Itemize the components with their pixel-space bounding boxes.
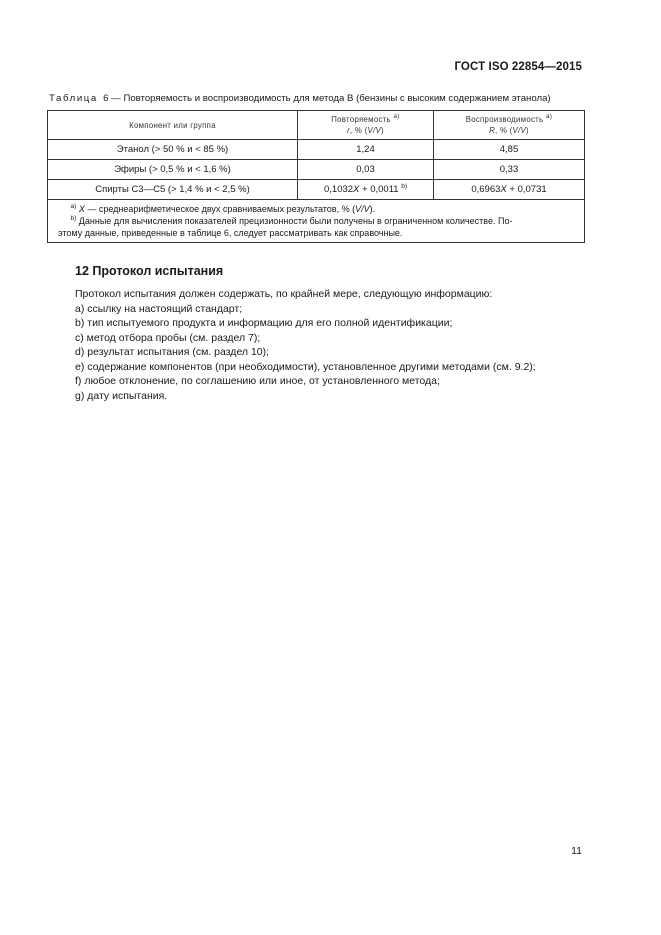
table-row	[48, 140, 585, 160]
cell-repeatability: 1,24	[298, 140, 434, 160]
caption-label: Таблица	[49, 93, 98, 104]
section-title: 12 Протокол испытания	[75, 264, 224, 278]
header-component: Компонент или группа	[48, 111, 298, 140]
cell-component: Этанол (> 50 % и < 85 %)	[48, 140, 298, 160]
cell-reproducibility: 4,85	[434, 140, 585, 160]
list-item: a) ссылку на настоящий стандарт;	[75, 302, 243, 315]
list-item: e) содержание компонентов (при необходимости), установленное другими методами (см. 9.2);	[75, 360, 536, 373]
precision-table	[47, 110, 585, 243]
list-item: g) дату испытания.	[75, 389, 168, 402]
list-item: c) метод отбора пробы (см. раздел 7);	[75, 331, 261, 344]
standard-header: ГОСТ ISO 22854—2015	[454, 61, 582, 73]
list-item: b) тип испытуемого продукта и информацию для его полной идентификации;	[75, 317, 453, 329]
cell-reproducibility: 0,33	[434, 160, 585, 180]
note-b: $^{b)}$ Данные для вычисления показателей прецизионности были получены в ограниченном количестве. По- этому данные, приведенные в таблице 6, следует рассматривать как справочные.	[58, 215, 513, 238]
cell-repeatability: 0,1032X + 0,0011 $^{b)}$	[298, 180, 434, 200]
header-repeatability: Повторяемость $^{a)}$ r, % (V/V)	[298, 111, 434, 140]
list-item: d) результат испытания (см. раздел 10);	[75, 346, 270, 358]
section-intro: Протокол испытания должен содержать, по крайней мере, следующую информацию:	[75, 288, 493, 300]
table-row	[48, 180, 585, 200]
table-row	[48, 160, 585, 180]
list-item: f) любое отклонение, по соглашению или иное, от установленного метода;	[75, 375, 440, 387]
table-caption	[49, 93, 551, 104]
cell-repeatability: 0,03	[298, 160, 434, 180]
table-notes	[48, 200, 585, 243]
page-number: 11	[571, 845, 582, 857]
section-body	[75, 287, 575, 403]
caption-text: — Повторяемость и воспроизводимость для метода B (бензины с высоким содержанием этанола)	[108, 93, 551, 104]
cell-component: Спирты С3—С5 (> 1,4 % и < 2,5 %)	[48, 180, 298, 200]
note-a: $^{a)}$ X — среднеарифметическое двух сравниваемых результатов, % (V/V).	[70, 203, 376, 214]
cell-reproducibility: 0,6963X + 0,0731	[434, 180, 585, 200]
cell-component: Эфиры (> 0,5 % и < 1,6 %)	[48, 160, 298, 180]
table-header-row	[48, 111, 585, 140]
caption-number: 6	[103, 93, 109, 104]
header-reproducibility: Воспроизводимость $^{a)}$ R, % (V/V)	[434, 111, 585, 140]
table-notes-row	[48, 200, 585, 243]
